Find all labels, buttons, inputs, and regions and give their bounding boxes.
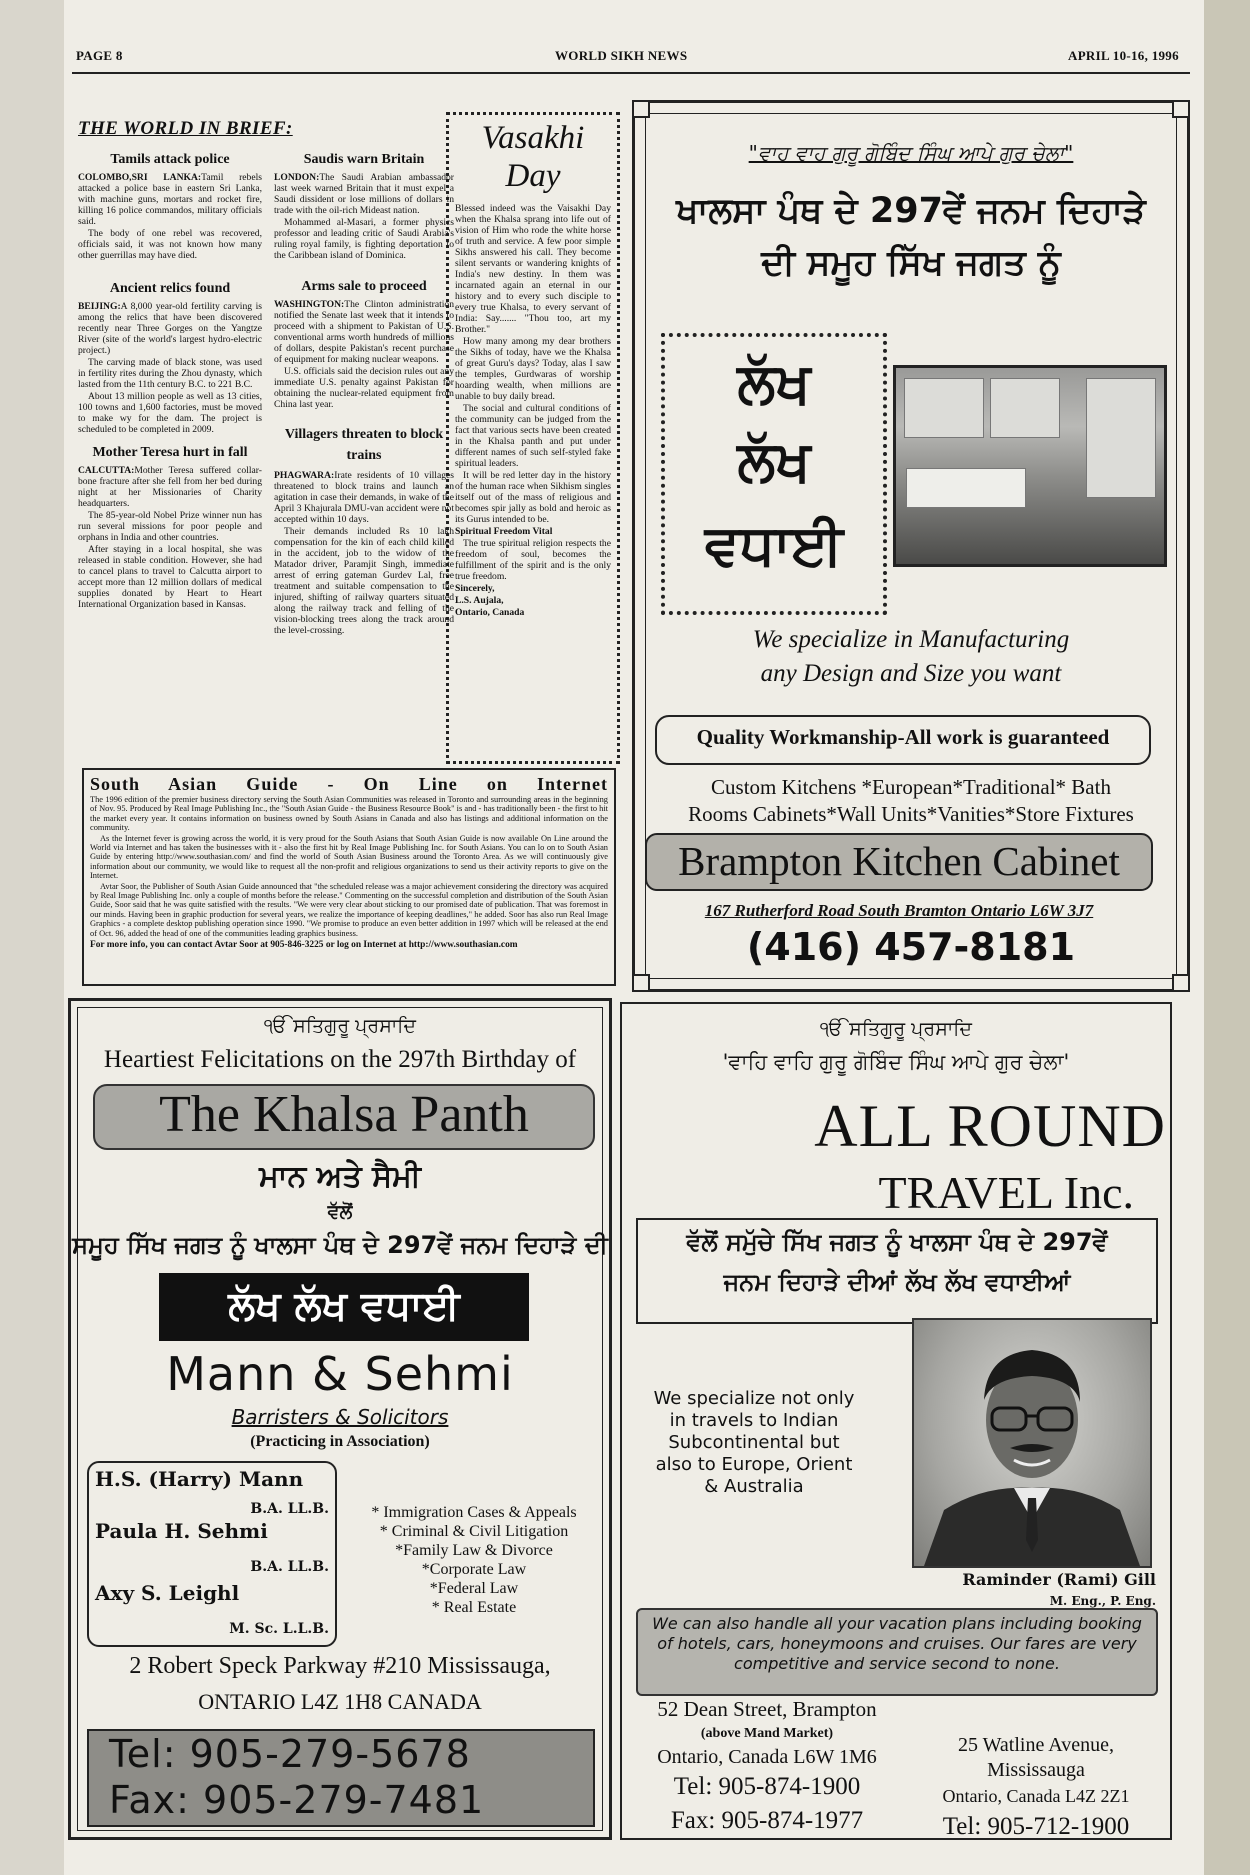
- photo-cabinet: [904, 378, 984, 438]
- lawyers-box: [87, 1461, 337, 1647]
- dateline: BEIJING:: [78, 301, 121, 312]
- vasakhi-title-line-1: Vasakhi: [481, 120, 585, 156]
- office-fax: Fax: 905-874-1977: [670, 1807, 864, 1834]
- kitchen-photo: [893, 365, 1167, 567]
- saudis-article: [274, 172, 454, 261]
- villagers-headline: Villagers threaten to block trains: [284, 427, 444, 463]
- service-item: * Criminal & Civil Litigation: [379, 1523, 569, 1540]
- article-paragraph: Blessed indeed was the Vaisakhi Day when the Khalsa sprang into life out of vision of Him who rode the white horse of truth and service. A few poor simple Sikhs answered his call. They become silent servants or wandering knights of India's new destiny. In them was incarnated again an eternal in our history and to every such disciple to every true Khalsa, to every servant of India: Say....... "Thou too, art my Brother.": [455, 203, 611, 335]
- article-paragraph: The true spiritual religion respects the freedom of soul, becomes the fulfillment of the spirit and is the only true freedom.: [455, 538, 611, 582]
- punjabi-greeting: ਸਮੂਹ ਸਿੱਖ ਜਗਤ ਨੂੰ ਖਾਲਸਾ ਪੰਥ ਦੇ 297ਵੇਂ ਜਨਮ ਦਿਹਾੜੇ ਦੀ: [72, 1231, 608, 1259]
- vadhai-word: ਵਧਾਈ: [704, 513, 844, 578]
- article-paragraph: Tamil rebels attacked a police base in eastern Sri Lanka, with machine guns, mortars and rocket fire, killing 16 police commandos, military officials said.: [78, 172, 262, 227]
- article-paragraph: A 8,000 year-old fertility carving is among the relics that have been discovered recently near Three Gorges on the Yangtze River (site of the world's largest hydro-electric project.): [78, 301, 262, 356]
- spec-line-1: We specialize in Manufacturing: [752, 626, 1070, 653]
- vasakhi-title-line-2: Day: [505, 158, 561, 194]
- khalsa-panth-banner: The Khalsa Panth: [93, 1084, 595, 1150]
- lawyer-name: Axy S. Leighl: [95, 1581, 240, 1605]
- article-paragraph: Their demands included Rs 10 lakh compensation for the kin of each child killed in the accident, job to the widow of the Matador driver, Paramjit Singh, immediate arrest of erring gateman Gurdev Lal, free treatment and suitable compensation to the injured, shifting of railway quarters situated along the railway track and felling of the vision-blocking trees along the track around the level-crossing.: [274, 526, 454, 636]
- products-line-1: Custom Kitchens *European*Traditional* Bath: [711, 775, 1111, 799]
- specialty-line: also to Europe, Orient: [655, 1454, 853, 1475]
- firm-subtitle: Barristers & Solicitors: [231, 1405, 449, 1429]
- issue-date: APRIL 10-16, 1996: [1068, 48, 1179, 63]
- punjabi-from-word: ਵੱਲੋਂ: [327, 1201, 353, 1223]
- article-paragraph: The carving made of black stone, was used in fertility rites during the Zhou dynasty, which lasted from the 11th century B.C. to 221 B.C.: [78, 357, 262, 390]
- phone-number: Tel: 905-279-5678: [109, 1732, 471, 1776]
- punjabi-greeting-box: [636, 1218, 1158, 1324]
- greeting-line-1: ਵੱਲੋਂ ਸਮੁੱਚੇ ਸਿੱਖ ਜਗਤ ਨੂੰ ਖਾਲਸਾ ਪੰਥ ਦੇ 297ਵੇਂ: [686, 1228, 1108, 1256]
- specialty-line: & Australia: [704, 1476, 804, 1497]
- ik-onkar-line: ੴ ਸਤਿਗੁਰੂ ਪ੍ਰਸਾਦਿ: [264, 1015, 416, 1037]
- masthead: WORLD SIKH NEWS: [555, 48, 688, 63]
- lawyer-degree: M. Sc. L.L.B.: [229, 1621, 329, 1637]
- article-paragraph: The Clinton administration notified the Senate last week that it intends to proceed with a shipment to Pakistan of U.S. conventional arms worth hundreds of millions of dollars, despite Pakistan's recent purchase of equipment for making nuclear weapons.: [274, 299, 454, 365]
- gurbani-quote: "ਵਾਹ ਵਾਹ ਗੁਰੂ ਗੋਬਿੰਦ ਸਿੰਘ ਆਪੇ ਗੁਰ ਚੇਲਾ": [748, 141, 1074, 165]
- dateline: LONDON:: [274, 172, 320, 183]
- relics-headline: Ancient relics found: [109, 281, 231, 296]
- fax-number: Fax: 905-279-7481: [109, 1778, 485, 1822]
- tamils-article: [78, 172, 262, 261]
- article-paragraph: About 13 million people as well as 13 cities, 100 towns and 1,600 factories, must be moved to make wy for the dam. The project is scheduled to be completed in 2009.: [78, 391, 262, 435]
- office-street: 52 Dean Street, Brampton: [657, 1697, 877, 1721]
- news-column-2: [274, 148, 454, 637]
- greeting-line-2: ਜਨਮ ਦਿਹਾੜੇ ਦੀਆਂ ਲੱਖ ਲੱਖ ਵਧਾਈਆਂ: [723, 1268, 1071, 1296]
- article-paragraph: Avtar Soor, the Publisher of South Asian Guide announced that "the scheduled release was a major achievement considering the directory was acquired by Real Image Publishing Inc. only a couple of months before the release." Commenting on the successful completion and distribution of the South Asian Guide, Soor said that he was quite satisfied with the results. "We were very clear about sticking to our promised date of publication. That was foremost in our minds. Having been in graphic production for several years, we realize the importance of keeping deadlines," he added. Soor has also run Real Image Graphics - a complete desktop publishing operation since 1990. "We promise to produce an even better addition in 1997 which will be released at the end of Oct. 96, added the head of one of the communities leading graphics business.: [90, 881, 608, 938]
- lakh-word-1: ਲੱਖ: [737, 351, 811, 416]
- lawyer-degree: B.A. LL.B.: [250, 1501, 329, 1517]
- villagers-article: [274, 470, 454, 636]
- article-paragraph: The 1996 edition of the premier business directory serving the South Asian Communities was released in Toronto and surrounding areas in the beginning of Nov. 95. Produced by Real Image Publishing Inc., the "South Asian Guide - the Business Resource Book" is and - has traditionally been - the first to hit the market every year. It contains information on business owned by South Asians in Canada and also has listings and additional information on the community.: [90, 795, 608, 833]
- office-street: 25 Watline Avenue,: [958, 1734, 1114, 1756]
- practice-note: (Practicing in Association): [250, 1433, 430, 1450]
- guide-article: [90, 795, 608, 938]
- lawyer-name: H.S. (Harry) Mann: [95, 1467, 304, 1491]
- teresa-headline: Mother Teresa hurt in fall: [92, 445, 248, 460]
- quality-box: Quality Workmanship-All work is guaranteed: [655, 715, 1151, 765]
- specialty-line: We specialize not only: [653, 1388, 855, 1409]
- article-paragraph: It will be red letter day in the history of the human race when Sikhism singles itself out of the mass of religious and becomes spir jally as bold and heroic as its Gurus intended to be.: [455, 470, 611, 525]
- greeting-line-2: ਦੀ ਸਮੂਹ ਸਿੱਖ ਜਗਤ ਨੂੰ: [761, 243, 1061, 283]
- guide-contact: For more info, you can contact Avtar Soor at 905-846-3225 or log on Internet at http://www.southasian.com: [90, 940, 518, 951]
- signature-line: Sincerely,: [455, 583, 495, 594]
- services-list: [349, 1503, 599, 1617]
- agent-portrait: [912, 1318, 1152, 1568]
- vasakhi-day-box: [446, 112, 620, 764]
- office-phone: Tel: 905-874-1900: [673, 1773, 861, 1800]
- ik-onkar-line: ੴ ਸਤਿਗੁਰੂ ਪ੍ਰਸਾਦਿ: [820, 1018, 972, 1040]
- article-paragraph: The 85-year-old Nobel Prize winner nun has run several missions for poor people and orphans in India and other countries.: [78, 510, 262, 543]
- header-rule: [72, 72, 1190, 74]
- south-asian-guide-box: [82, 768, 616, 986]
- photo-counter: [906, 468, 1026, 508]
- agency-name-line-1: ALL ROUND: [814, 1093, 1166, 1159]
- mississauga-office: [904, 1732, 1168, 1844]
- dateline: CALCUTTA:: [78, 465, 135, 476]
- vasakhi-article: [455, 203, 611, 618]
- felicitations-line: Heartiest Felicitations on the 297th Birthday of: [103, 1046, 577, 1073]
- guide-title: South Asian Guide - On Line on Internet: [90, 774, 608, 794]
- article-paragraph: The Saudi Arabian ambassador last week warned Britain that it must expel a Saudi dissident or lose millions of dollars in trade with the oil-rich Mideast nation.: [274, 172, 454, 216]
- agent-credentials: M. Eng., P. Eng.: [1049, 1594, 1156, 1608]
- office-landmark: (above Mand Market): [700, 1726, 834, 1741]
- office-city: Ontario, Canada L6W 1M6: [657, 1746, 877, 1768]
- photo-cabinet: [1086, 378, 1156, 498]
- lawyer-name: Paula H. Sehmi: [95, 1519, 268, 1543]
- office-address-line-2: ONTARIO L4Z 1H8 CANADA: [198, 1689, 482, 1714]
- vacation-notice: We can also handle all your vacation plans including booking of hotels, cars, honeymoons and cruises. Our fares are very competitive and service second to none.: [636, 1608, 1158, 1696]
- arms-article: [274, 299, 454, 410]
- mann-sehmi-ad: [68, 998, 612, 1840]
- signature-place: Ontario, Canada: [455, 607, 525, 618]
- dateline: PHAGWARA:: [274, 470, 335, 481]
- agency-name-line-2: TRAVEL Inc.: [878, 1167, 1134, 1218]
- company-phone: (416) 457-8181: [746, 925, 1076, 969]
- teresa-article: [78, 465, 262, 610]
- gurbani-quote: 'ਵਾਹਿ ਵਾਹਿ ਗੁਰੂ ਗੋਬਿੰਦ ਸਿੰਘ ਆਪੇ ਗੁਰ ਚੇਲਾ': [722, 1050, 1070, 1074]
- tamils-headline: Tamils attack police: [110, 152, 230, 167]
- article-paragraph: The social and cultural conditions of the community can be judged from the fact that various sects have been created in the Khalsa panth and put under different names of such self-styled fake spiritual leaders.: [455, 403, 611, 469]
- relics-article: [78, 301, 262, 435]
- portrait-figure: [914, 1320, 1150, 1566]
- firm-name: Mann & Sehmi: [166, 1347, 514, 1401]
- specialties-text: [636, 1388, 872, 1498]
- specialty-line: in travels to Indian: [669, 1410, 839, 1431]
- brampton-office: [632, 1694, 902, 1838]
- greeting-line-1: ਖਾਲਸਾ ਪੰਥ ਦੇ 297ਵੇਂ ਜਨਮ ਦਿਹਾੜੇ: [676, 191, 1146, 231]
- lawyer-degree: B.A. LL.B.: [250, 1559, 329, 1575]
- article-paragraph: How many among my dear brothers the Sikhs of today, have we the Khalsa of great Guru's days? Today, alas I saw the temples, Gurdwaras of worship hoarding wealth, when millions are unable to buy daily bread.: [455, 336, 611, 402]
- dateline: COLOMBO,SRI LANKA:: [78, 172, 202, 183]
- signature-name: L.S. Aujala,: [455, 595, 504, 606]
- world-in-brief-heading: THE WORLD IN BRIEF:: [78, 118, 293, 139]
- subheading: Spiritual Freedom Vital: [455, 526, 553, 537]
- article-paragraph: U.S. officials said the decision rules out any immediate U.S. penalty against Pakistan for obtaining the nuclear-related equipment from China last year.: [274, 366, 454, 410]
- service-item: *Corporate Law: [421, 1561, 527, 1578]
- article-paragraph: Mother Teresa suffered collar-bone fracture after she fell from her bed during night at her Missionaries of Charity headquarters.: [78, 465, 262, 509]
- page-edge-strip: [1204, 0, 1250, 1875]
- corner-ornament: [1172, 100, 1190, 118]
- corner-ornament: [632, 974, 650, 992]
- service-item: *Family Law & Divorce: [395, 1542, 553, 1559]
- news-column-1: [78, 148, 262, 611]
- service-item: * Real Estate: [431, 1599, 517, 1616]
- article-paragraph: As the Internet fever is growing across the world, it is very proud for the South Asians that South Asian Guide is now available On Line around the World via Internet and has taken the businesses with it - also the first hit by Real Image Publishing Inc. for South Asians. You can lo on to South Asian Guide by entering http://www.southasian.com/ and find the world of South Asian Business around the Toronto Area. As we will continuously give information about our community, we would like to request all the non-profit and religious organizations to send us their activity reports to give on the Internet.: [90, 833, 608, 881]
- dateline: WASHINGTON:: [274, 299, 345, 310]
- lakh-vadhai-box: [661, 333, 887, 615]
- service-item: * Immigration Cases & Appeals: [371, 1504, 577, 1521]
- office-phone: Tel: 905-712-1900: [942, 1813, 1130, 1840]
- company-name-banner: Brampton Kitchen Cabinet: [645, 833, 1153, 891]
- punjabi-firm-name: ਮਾਨ ਅਤੇ ਸੈਮੀ: [259, 1159, 421, 1194]
- service-item: *Federal Law: [429, 1580, 519, 1597]
- office-address-line-1: 2 Robert Speck Parkway #210 Mississauga,: [129, 1653, 551, 1679]
- saudis-headline: Saudis warn Britain: [303, 152, 425, 167]
- specialty-line: Subcontinental but: [668, 1432, 840, 1453]
- brampton-kitchen-ad: [632, 100, 1190, 992]
- agent-name: Raminder (Rami) Gill: [962, 1570, 1156, 1589]
- lakh-vadhai-bar: ਲੱਖ ਲੱਖ ਵਧਾਈ: [159, 1273, 529, 1341]
- lakh-word-2: ਲੱਖ: [737, 429, 811, 494]
- corner-ornament: [1172, 974, 1190, 992]
- corner-ornament: [632, 100, 650, 118]
- contact-numbers-box: [87, 1729, 595, 1827]
- products-line-2: Rooms Cabinets*Wall Units*Vanities*Store Fixtures: [688, 802, 1134, 826]
- arms-headline: Arms sale to proceed: [301, 279, 427, 294]
- all-round-travel-ad: [620, 1002, 1172, 1840]
- article-paragraph: Mohammed al-Masari, a former physics professor and leading critic of Saudi Arabia's ruling royal family, is fighting deportation to the Caribbean island of Dominica.: [274, 217, 454, 261]
- company-address: 167 Rutherford Road South Bramton Ontario L6W 3J7: [704, 901, 1094, 920]
- office-province: Ontario, Canada L4Z 2Z1: [942, 1786, 1130, 1806]
- article-paragraph: After staying in a local hospital, she was released in stable condition. However, she had to cancel plans to travel to Calcutta airport to accept more than 12 million dollars of medical supplies donated by Heart to Heart International Organization based in Kansas.: [78, 544, 262, 610]
- article-paragraph: Irate residents of 10 villages threatened to block trains and launch an agitation in case their demands, in wake of the April 3 Khajurala DMU-van accident were not accepted within 10 days.: [274, 470, 454, 525]
- spec-line-2: any Design and Size you want: [760, 660, 1062, 687]
- office-city: Mississauga: [987, 1759, 1085, 1781]
- article-paragraph: The body of one rebel was recovered, officials said, it was not known how many other guerrillas may have died.: [78, 228, 262, 261]
- page-number: PAGE 8: [76, 48, 123, 63]
- photo-cabinet: [990, 378, 1060, 438]
